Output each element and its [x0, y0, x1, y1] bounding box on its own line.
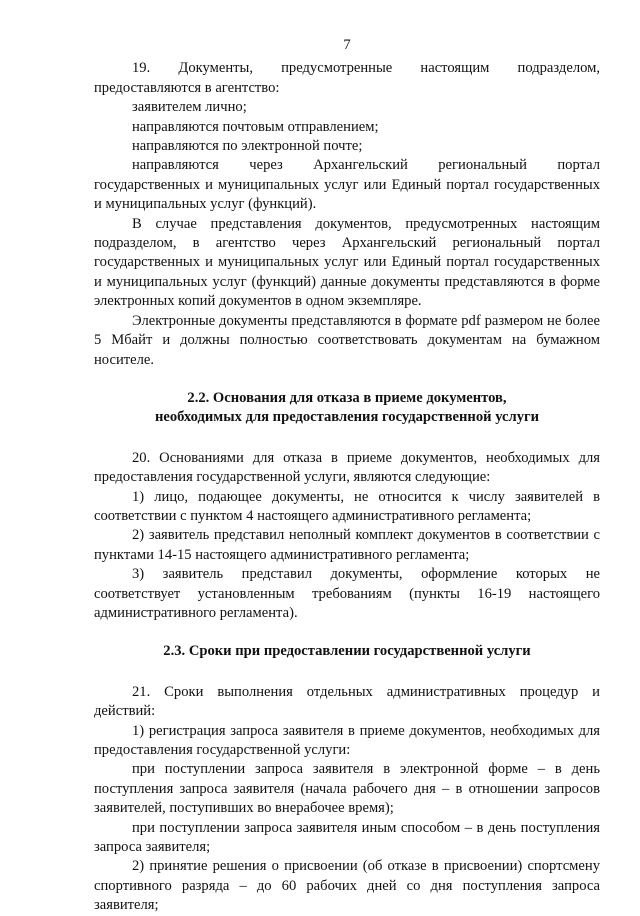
list-item-portal: направляются через Архангельский региональный портал государственных и муниципальных услуг или Единый портал государственных и муниципальных услуг (функций).	[94, 157, 600, 213]
refusal-item-2: 2) заявитель представил неполный комплект документов в соответствии с пунктами 14-15 настоящего административного регламента;	[94, 527, 600, 563]
section-2-2-heading-line2: необходимых для предоставления государственной услуги	[154, 409, 540, 426]
refusal-item-3: 3) заявитель представил документы, оформление которых не соответствует установленным требованиям (пункты 16-19 настоящего административного регламента).	[94, 566, 600, 621]
paragraph-21: 21. Сроки выполнения отдельных административных процедур и действий:	[94, 683, 600, 720]
document-page	[94, 36, 600, 916]
term-item-1b: при поступлении запроса заявителя иным способом – в день поступления запроса заявителя;	[94, 819, 600, 856]
term-item-2: 2) принятие решения о присвоении (об отказе в присвоении) спортсмену спортивного разряда – до 60 рабочих дней со дня поступления запроса заявителя;	[94, 858, 600, 914]
paragraph-20: 20. Основаниями для отказа в приеме документов, необходимых для предоставления государственной услуги, являются следующие:	[94, 449, 600, 486]
list-item-email: направляются по электронной почте;	[132, 138, 363, 155]
list-item-post: направляются почтовым отправлением;	[132, 118, 379, 135]
refusal-item-1: 1) лицо, подающее документы, не относится к числу заявителей в соответствии с пунктом 4 настоящего административного регламента;	[94, 488, 600, 524]
section-2-2-heading-line1: 2.2. Основания для отказа в приеме документов,	[187, 389, 507, 406]
paragraph-19: 19. Документы, предусмотренные настоящим подразделом, предоставляются в агентство:	[94, 60, 600, 96]
page-number: 7	[343, 37, 351, 53]
term-item-1a: при поступлении запроса заявителя в электронной форме – в день поступления запроса заявителя (начала рабочего дня – в отношении запросов заявителей, поступивших во внерабочее время);	[94, 761, 600, 817]
paragraph-pdf-format: Электронные документы представляются в формате pdf размером не более 5 Мбайт и должны полностью соответствовать документам на бумажном носителе.	[94, 312, 600, 368]
paragraph-portal-case: В случае представления документов, предусмотренных настоящим подразделом, в агентство через Архангельский региональный портал государственных и муниципальных услуг или Единый портал государственных и муниципальных услуг (функций) данные документы представляются в форме электронных копий документов в одном экземпляре.	[94, 215, 600, 310]
list-item-in-person: заявителем лично;	[132, 99, 247, 116]
section-2-3-heading: 2.3. Сроки при предоставлении государственной услуги	[163, 643, 531, 660]
term-item-1: 1) регистрация запроса заявителя в приеме документов, необходимых для предоставления государственной услуги:	[94, 722, 600, 758]
